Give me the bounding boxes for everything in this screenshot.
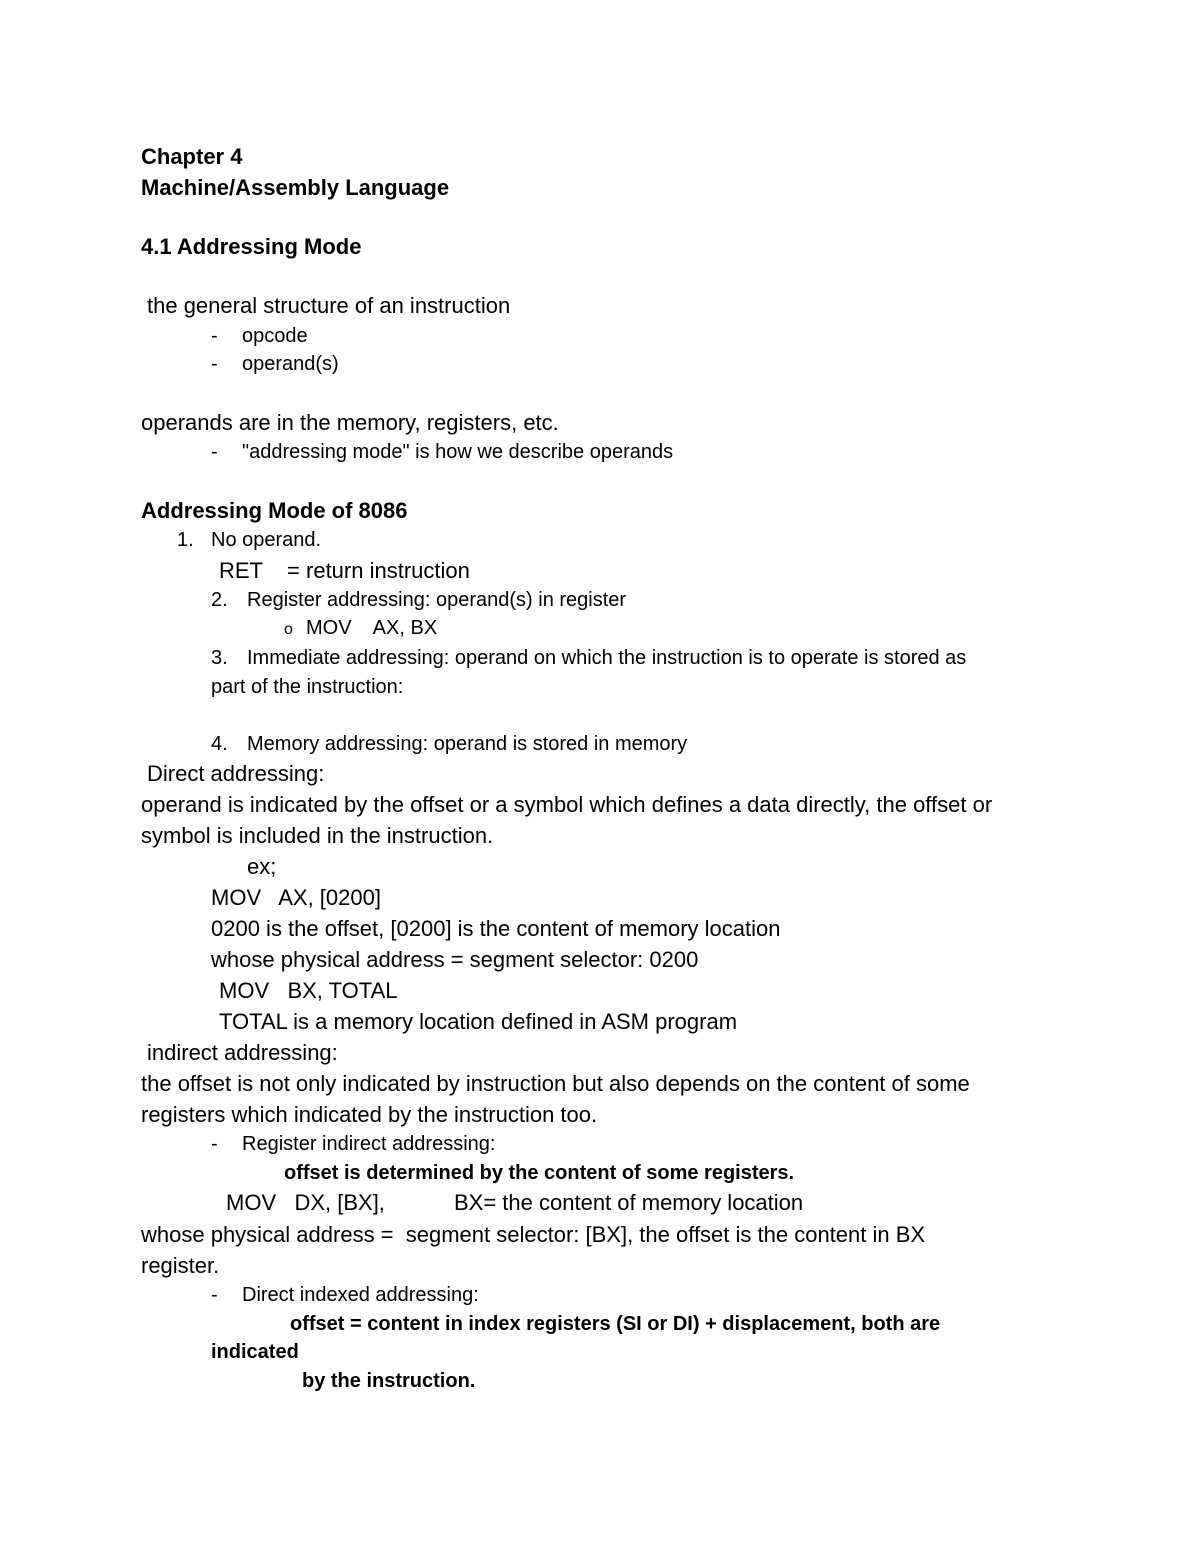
example-mov-ax-note1: 0200 is the offset, [0200] is the content of memory location bbox=[211, 916, 781, 941]
list-number: 4. bbox=[211, 733, 228, 755]
indirect-heading: indirect addressing: bbox=[147, 1040, 338, 1065]
mode-memory: Memory addressing: operand is stored in memory bbox=[247, 733, 688, 755]
chapter-title: Machine/Assembly Language bbox=[141, 175, 450, 200]
dash-bullet: - bbox=[211, 325, 218, 347]
circle-bullet: o bbox=[284, 621, 293, 638]
list-number: 3. bbox=[211, 647, 228, 669]
dash-bullet: - bbox=[211, 441, 218, 463]
example-mov-ax: MOV AX, [0200] bbox=[211, 885, 381, 910]
direct-heading: Direct addressing: bbox=[147, 761, 325, 786]
structure-intro: the general structure of an instruction bbox=[147, 293, 511, 318]
list-number: 1. bbox=[177, 529, 194, 551]
direct-indexed-definition-line1: offset = content in index registers (SI or DI) + displacement, both are bbox=[290, 1313, 941, 1335]
dash-bullet: - bbox=[211, 1133, 218, 1155]
mode-register-example: MOV AX, BX bbox=[306, 617, 438, 639]
list-number: 2. bbox=[211, 589, 228, 611]
chapter-label: Chapter 4 bbox=[141, 144, 243, 169]
structure-item-operands: operand(s) bbox=[242, 353, 339, 375]
direct-indexed-label: Direct indexed addressing: bbox=[242, 1284, 479, 1306]
indirect-line2: registers which indicated by the instruction too. bbox=[141, 1102, 598, 1127]
example-mov-bx-note: TOTAL is a memory location defined in ASM program bbox=[219, 1009, 738, 1034]
register-indirect-example-note: BX= the content of memory location bbox=[454, 1190, 804, 1215]
section-heading: 4.1 Addressing Mode bbox=[141, 234, 362, 259]
structure-item-opcode: opcode bbox=[242, 325, 308, 347]
direct-indexed-definition-line3: by the instruction. bbox=[302, 1370, 476, 1392]
register-indirect-example: MOV DX, [BX], bbox=[226, 1190, 385, 1215]
register-indirect-line2: register. bbox=[141, 1253, 220, 1278]
ret-example: RET = return instruction bbox=[219, 558, 470, 583]
dash-bullet: - bbox=[211, 1284, 218, 1306]
register-indirect-line1: whose physical address = segment selector: [BX], the offset is the content in BX bbox=[141, 1222, 926, 1247]
mode-register: Register addressing: operand(s) in register bbox=[247, 589, 627, 611]
example-label: ex; bbox=[247, 854, 277, 879]
direct-line2: symbol is included in the instruction. bbox=[141, 823, 494, 848]
modes-heading: Addressing Mode of 8086 bbox=[141, 498, 408, 523]
mode-no-operand: No operand. bbox=[211, 529, 322, 551]
direct-indexed-definition-line2: indicated bbox=[211, 1341, 299, 1363]
mode-immediate-line2: part of the instruction: bbox=[211, 676, 404, 698]
register-indirect-label: Register indirect addressing: bbox=[242, 1133, 496, 1155]
indirect-line1: the offset is not only indicated by instruction but also depends on the content of some bbox=[141, 1071, 970, 1096]
example-mov-bx: MOV BX, TOTAL bbox=[219, 978, 398, 1003]
dash-bullet: - bbox=[211, 353, 218, 375]
register-indirect-definition: offset is determined by the content of some registers. bbox=[284, 1162, 795, 1184]
operands-note: "addressing mode" is how we describe operands bbox=[242, 441, 674, 463]
operands-intro: operands are in the memory, registers, etc. bbox=[141, 410, 559, 435]
mode-immediate-line1: Immediate addressing: operand on which the instruction is to operate is stored as bbox=[247, 647, 967, 669]
example-mov-ax-note2: whose physical address = segment selector: 0200 bbox=[211, 947, 699, 972]
direct-line1: operand is indicated by the offset or a symbol which defines a data directly, the offset or bbox=[141, 792, 993, 817]
